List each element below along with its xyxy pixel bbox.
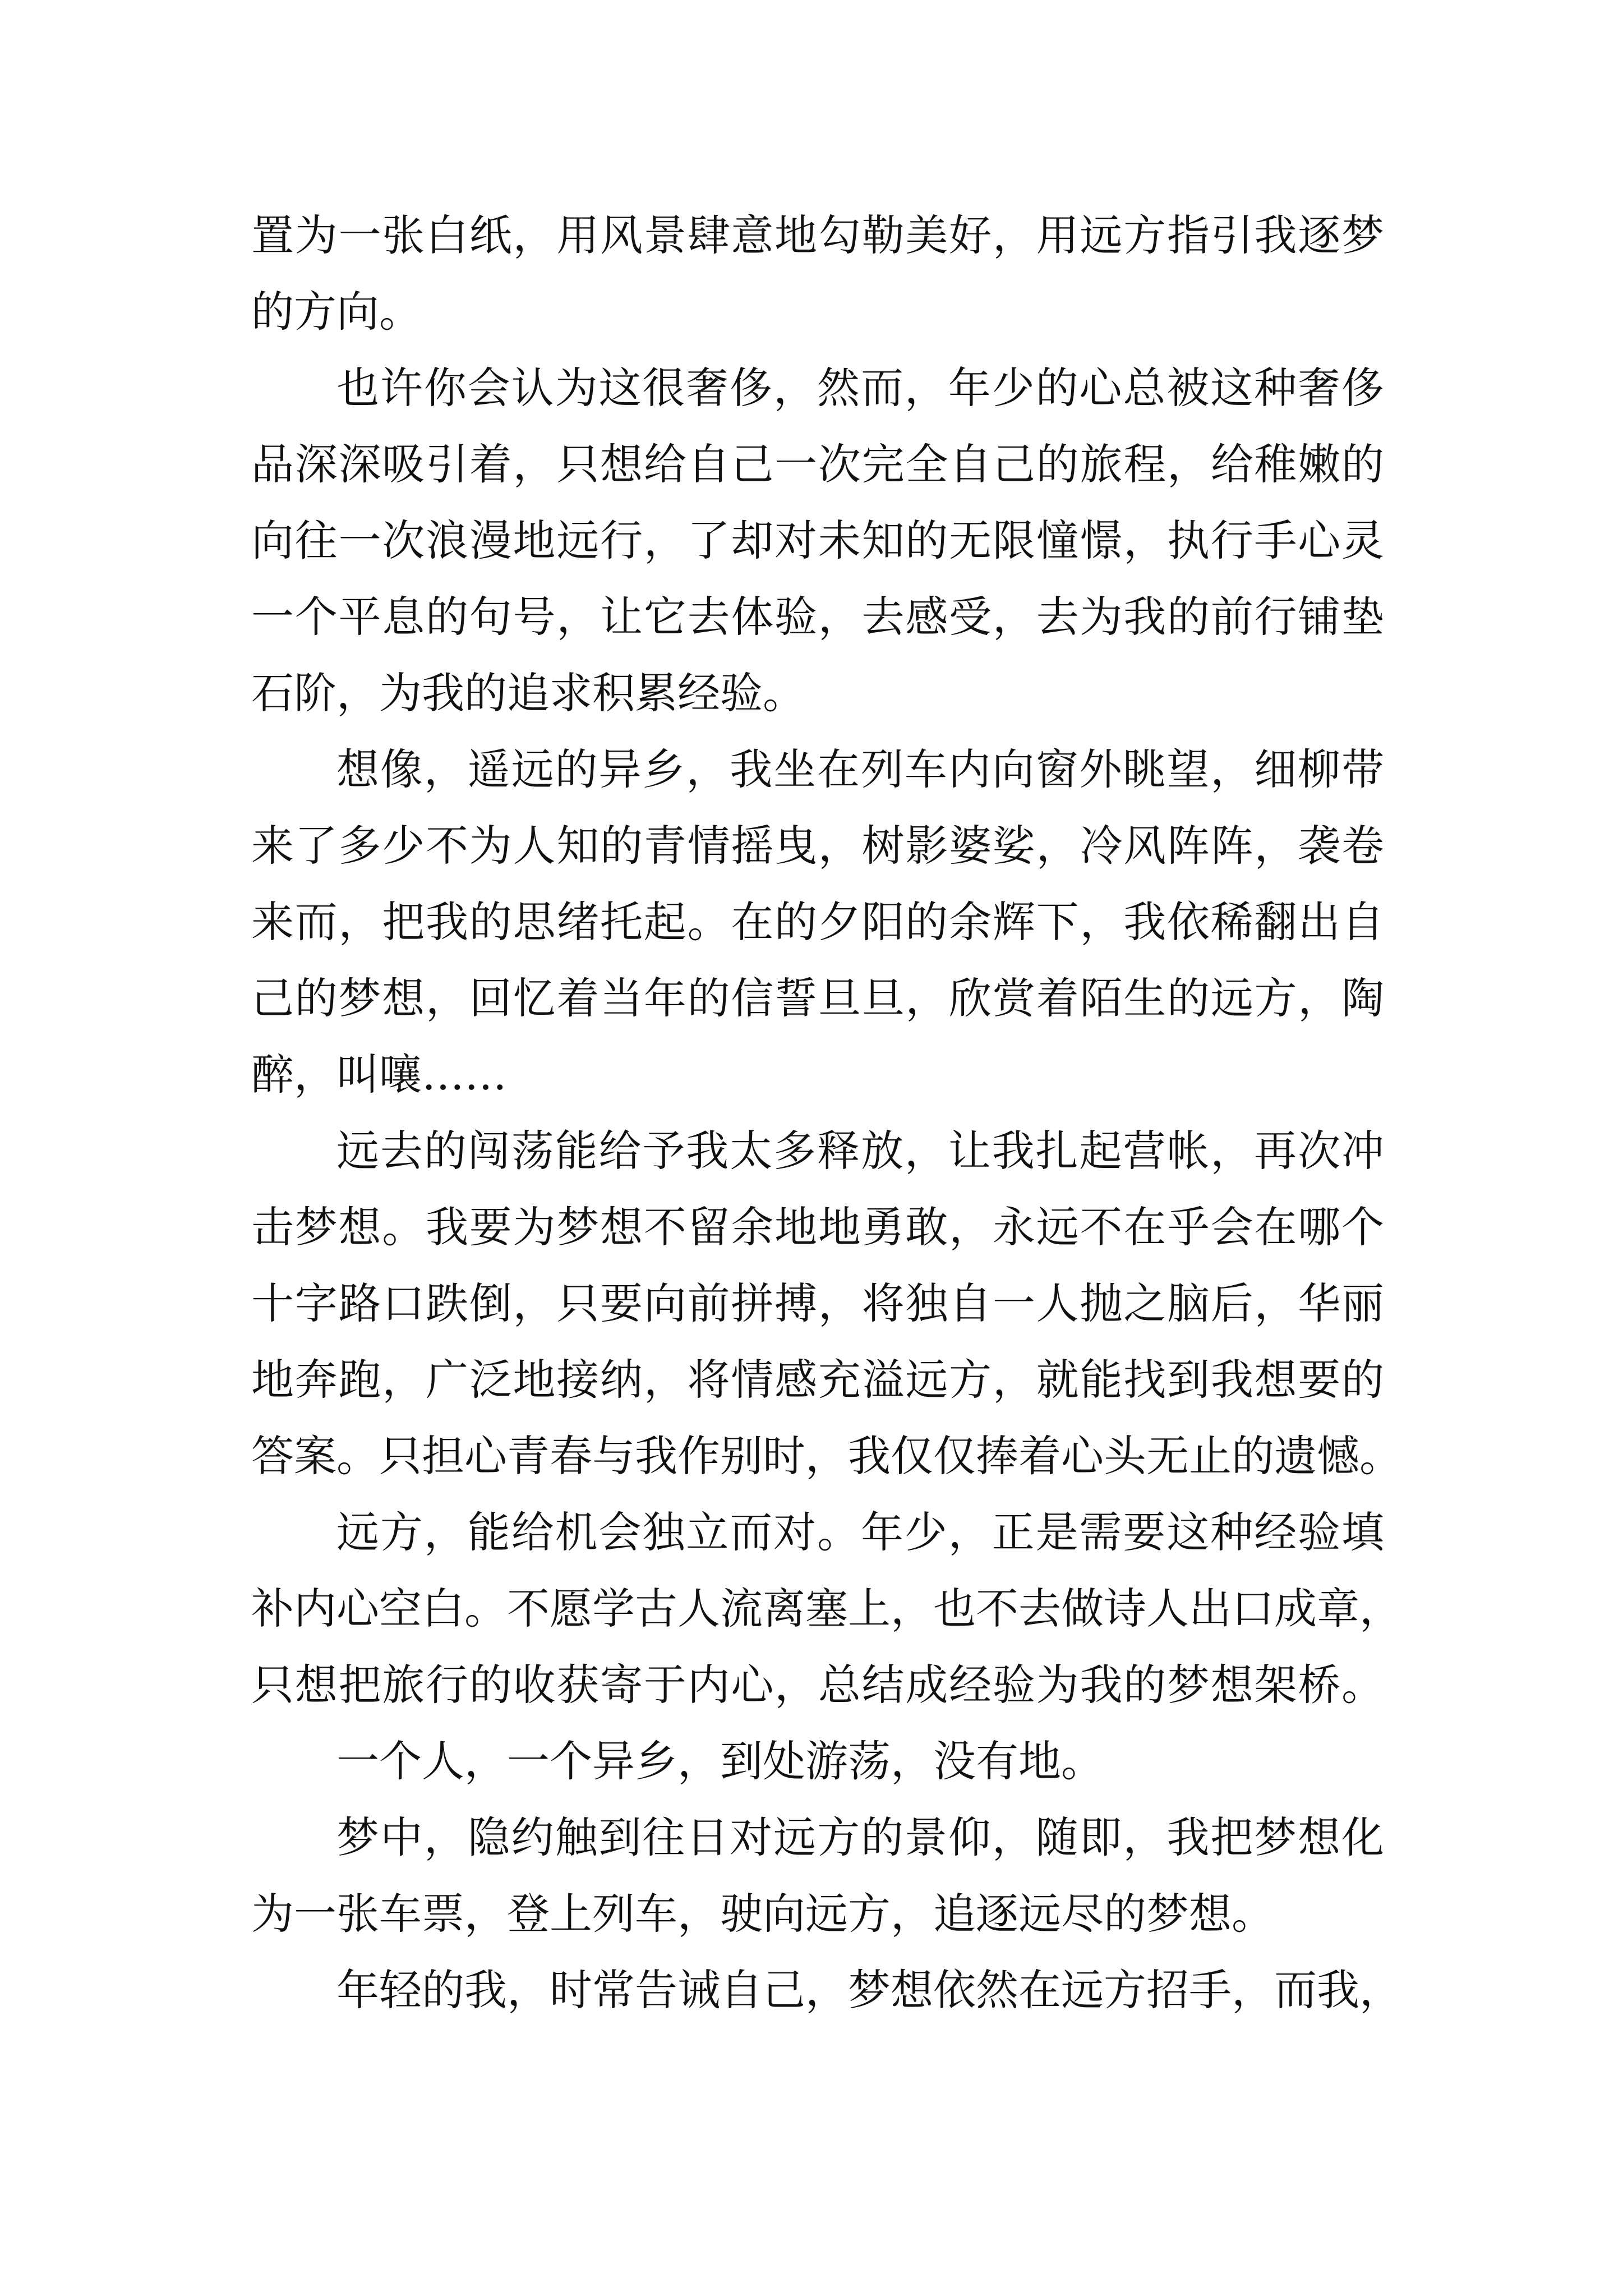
paragraph [251,1800,1384,1952]
body-text [251,197,1402,2028]
text-line: 一个平息的句号，让它去体验，去感受，去为我的前行铺垫 [251,592,1384,642]
text-line: 答案。只担心青春与我作别时，我仅仅捧着心头无止的遗憾。 [251,1431,1402,1481]
paragraph [251,1113,1402,1494]
text-line: 来而，把我的思绪托起。在的夕阳的余辉下，我依稀翻出自 [251,897,1384,947]
text-line: 的方向。 [251,287,422,337]
text-line: 一个人，一个异乡，到处游荡，没有地。 [336,1736,1104,1786]
text-line: 醉，叫嚷…… [251,1050,507,1099]
paragraph [251,731,1384,1113]
text-line: 想像，遥远的异乡，我坐在列车内向窗外眺望，细柳带 [336,744,1384,794]
text-line: 地奔跑，广泛地接纳，将情感充溢远方，就能找到我想要的 [251,1355,1384,1405]
text-line: 也许你会认为这很奢侈，然而，年少的心总被这种奢侈 [336,363,1384,413]
text-line: 只想把旅行的收获寄于内心，总结成经验为我的梦想架桥。 [251,1660,1384,1710]
paragraph [251,350,1384,731]
text-line: 补内心空白。不愿学古人流离塞上，也不去做诗人出口成章， [251,1584,1402,1634]
text-line: 远方，能给机会独立而对。年少，正是需要这种经验填 [336,1507,1384,1557]
text-line: 击梦想。我要为梦想不留余地地勇敢，永远不在乎会在哪个 [251,1202,1384,1252]
text-line: 置为一张白纸，用风景肆意地勾勒美好，用远方指引我逐梦 [251,210,1384,260]
text-line: 十字路口跌倒，只要向前拼搏，将独自一人抛之脑后，华丽 [251,1278,1384,1328]
text-line: 己的梦想，回忆着当年的信誓旦旦，欣赏着陌生的远方，陶 [251,973,1384,1023]
text-line: 年轻的我，时常告诫自己，梦想依然在远方招手，而我， [336,1965,1402,2015]
text-line: 梦中，隐约触到往日对远方的景仰，随即，我把梦想化 [336,1812,1384,1862]
text-line: 石阶，为我的追求积累经验。 [251,668,805,718]
text-line: 来了多少不为人知的青情摇曳，树影婆娑，冷风阵阵，袭卷 [251,821,1384,871]
paragraph [251,1494,1402,1723]
paragraph [251,1952,1402,2028]
text-line: 远去的闯荡能给予我太多释放，让我扎起营帐，再次冲 [336,1126,1384,1176]
text-line: 品深深吸引着，只想给自己一次完全自己的旅程，给稚嫩的 [251,439,1384,489]
text-line: 向往一次浪漫地远行，了却对未知的无限憧憬，执行手心灵 [251,516,1384,565]
text-line: 为一张车票，登上列车，驶向远方，追逐远尽的梦想。 [251,1889,1274,1939]
paragraph [251,197,1384,350]
paragraph [251,1723,1384,1800]
